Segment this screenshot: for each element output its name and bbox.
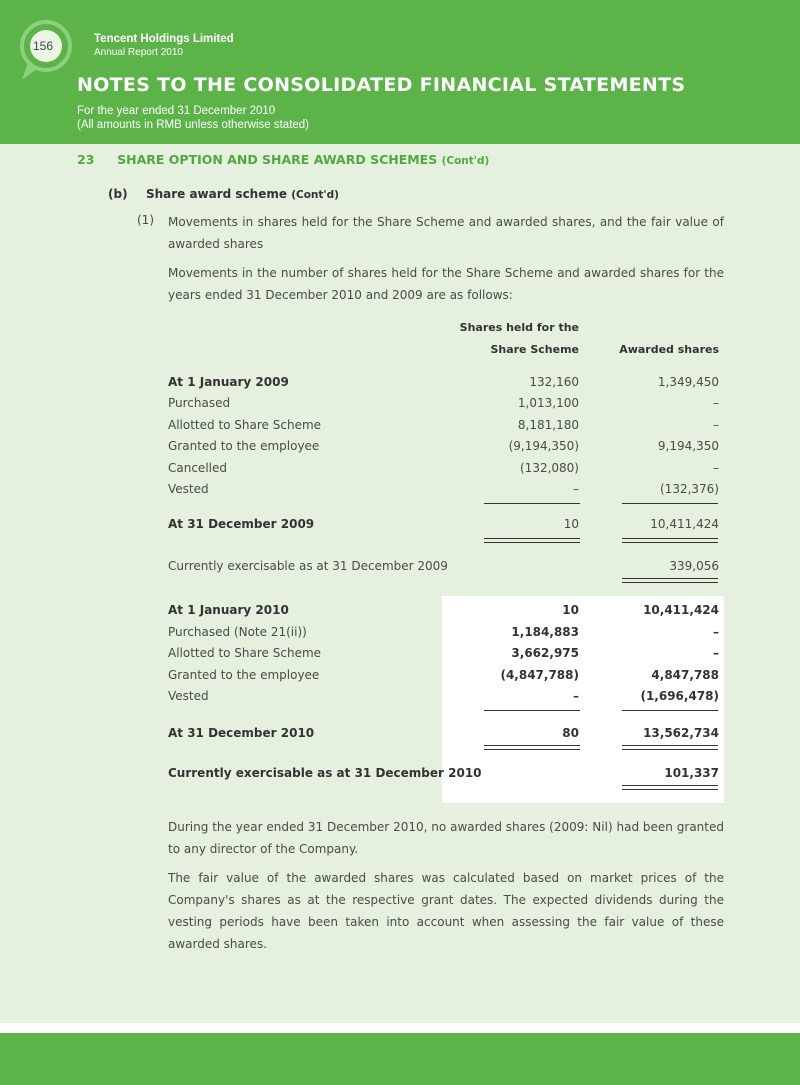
total-double-rule	[622, 745, 718, 746]
total-double-rule	[622, 542, 718, 543]
row-shares-held: 10	[563, 517, 579, 531]
table-row	[0, 439, 800, 457]
row-label: Cancelled	[168, 461, 227, 475]
page-subtitle	[77, 104, 309, 132]
row-awarded: 1,349,450	[657, 375, 719, 389]
page-number: 156	[32, 39, 54, 53]
row-awarded: 10,411,424	[650, 517, 719, 531]
row-shares-held: 80	[562, 726, 579, 740]
section-heading	[77, 152, 489, 167]
total-double-rule	[484, 749, 580, 750]
table-row	[0, 689, 800, 707]
section-title: SHARE OPTION AND SHARE AWARD SCHEMES	[117, 152, 438, 167]
table-row	[0, 396, 800, 414]
row-shares-held: 132,160	[529, 375, 579, 389]
report-name: Annual Report 2010	[94, 47, 183, 58]
row-awarded: 13,562,734	[643, 726, 719, 740]
row-label: Vested	[168, 689, 209, 703]
row-shares-held: 1,013,100	[517, 396, 579, 410]
row-awarded: –	[713, 646, 719, 660]
table-row	[0, 646, 800, 664]
row-awarded: –	[713, 418, 719, 432]
footer-band	[0, 1023, 800, 1033]
subtotal-rule	[484, 503, 580, 504]
subtitle-line-2: (All amounts in RMB unless otherwise stated)	[77, 119, 310, 131]
total-double-rule	[622, 785, 718, 786]
item-heading: Movements in shares held for the Share Scheme and awarded shares, and the fair value of awarded shares	[168, 215, 724, 251]
row-shares-held: –	[573, 689, 579, 703]
total-double-rule	[484, 538, 580, 539]
section-cont: (Cont'd)	[441, 155, 490, 167]
row-awarded: 9,194,350	[657, 439, 719, 453]
row-shares-held: (9,194,350)	[508, 439, 579, 453]
total-double-rule	[622, 789, 718, 790]
table-row	[0, 461, 800, 479]
total-double-rule	[484, 745, 580, 746]
total-double-rule	[484, 542, 580, 543]
item-number: (1)	[137, 213, 154, 227]
row-shares-held: –	[573, 482, 579, 496]
col2-header: Awarded shares	[619, 343, 719, 356]
table-row	[0, 482, 800, 500]
subsection-cont: (Cont'd)	[291, 189, 339, 201]
row-label: Vested	[168, 482, 209, 496]
table-row-exercisable	[0, 766, 800, 784]
note-paragraph-2: The fair value of the awarded shares was calculated based on market prices of the Company's shares as at the respective grant dates. The expected dividends during the vesting periods have been taken into account when assessing the fair value of these awarded shares.	[168, 871, 724, 951]
row-awarded: 10,411,424	[643, 603, 719, 617]
row-label: Allotted to Share Scheme	[168, 646, 322, 660]
row-label: Purchased (Note 21(ii))	[168, 625, 307, 639]
col1-header-line-1: Shares held for the	[459, 321, 579, 334]
section-number: 23	[77, 152, 95, 167]
subsection-title: Share award scheme	[145, 187, 288, 201]
row-shares-held: 8,181,180	[517, 418, 579, 432]
page-title: NOTES TO THE CONSOLIDATED FINANCIAL STATEMENTS	[77, 74, 686, 96]
row-shares-held: 10	[562, 603, 579, 617]
row-label: Purchased	[168, 396, 231, 410]
row-awarded: (132,376)	[660, 482, 719, 496]
row-label: Granted to the employee	[168, 668, 320, 682]
total-double-rule	[622, 582, 718, 583]
row-label: Granted to the employee	[168, 439, 320, 453]
item-intro: Movements in the number of shares held for the Share Scheme and awarded shares for the years ended 31 December 2010 and 2009 are as follows:	[168, 266, 724, 302]
row-awarded: 101,337	[664, 766, 719, 780]
subsection-heading	[108, 187, 339, 201]
table-row	[0, 603, 800, 621]
row-shares-held: (4,847,788)	[500, 668, 579, 682]
row-label: At 31 December 2010	[168, 726, 315, 740]
row-label: At 31 December 2009	[168, 517, 315, 531]
note-paragraph-1: During the year ended 31 December 2010, no awarded shares (2009: Nil) had been granted to any director of the Company.	[168, 820, 724, 856]
row-label: At 1 January 2009	[168, 375, 289, 389]
table-row-total	[0, 726, 800, 744]
total-double-rule	[622, 578, 718, 579]
row-shares-held: (132,080)	[520, 461, 579, 475]
subtotal-rule	[484, 710, 580, 711]
row-awarded: 4,847,788	[651, 668, 719, 682]
row-awarded: –	[713, 396, 719, 410]
subsection-label: (b)	[108, 187, 128, 201]
row-label: Currently exercisable as at 31 December 2009	[168, 559, 448, 573]
col1-header-line-2: Share Scheme	[490, 343, 579, 356]
row-label: Currently exercisable as at 31 December 2010	[168, 766, 482, 780]
table-row	[0, 668, 800, 686]
row-awarded: (1,696,478)	[640, 689, 719, 703]
total-double-rule	[622, 749, 718, 750]
row-awarded: –	[713, 625, 719, 639]
company-name: Tencent Holdings Limited	[94, 33, 234, 45]
row-label: Allotted to Share Scheme	[168, 418, 322, 432]
table-row	[0, 375, 800, 393]
page-header	[0, 0, 800, 144]
table-row-total	[0, 517, 800, 535]
subtitle-line-1: For the year ended 31 December 2010	[77, 105, 276, 117]
table-row	[0, 418, 800, 436]
subtotal-rule	[622, 503, 718, 504]
total-double-rule	[622, 538, 718, 539]
table-row-exercisable	[0, 559, 800, 577]
row-awarded: 339,056	[669, 559, 719, 573]
subtotal-rule	[622, 710, 718, 711]
row-shares-held: 3,662,975	[511, 646, 579, 660]
page-footer	[0, 1033, 800, 1085]
row-awarded: –	[713, 461, 719, 475]
table-row	[0, 625, 800, 643]
row-shares-held: 1,184,883	[511, 625, 579, 639]
row-label: At 1 January 2010	[168, 603, 289, 617]
